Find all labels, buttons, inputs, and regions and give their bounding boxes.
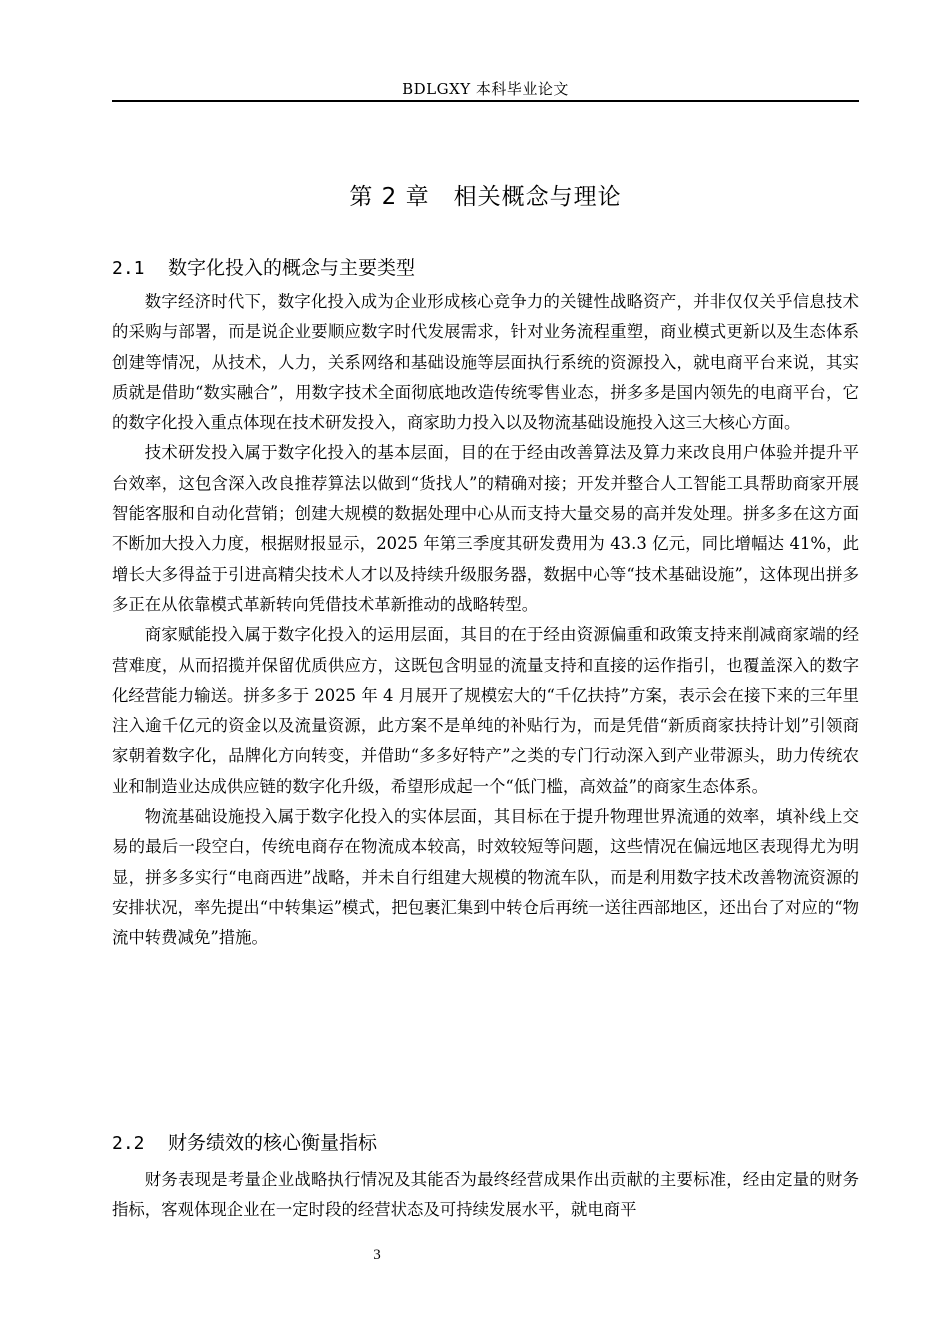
- header-rule: [112, 100, 859, 102]
- section-number: 2.2: [112, 1133, 145, 1154]
- section-title: 财务绩效的核心衡量指标: [168, 1132, 378, 1154]
- section-title: 数字化投入的概念与主要类型: [168, 257, 416, 279]
- paragraph: 技术研发投入属于数字化投入的基本层面，目的在于经由改善算法及算力来改良用户体验并提升平台效率，这包含深入改良推荐算法以做到“货找人”的精确对接；开发并整合人工智能工具帮助商家开展智能客服和自动化营销；创建大规模的数据处理中心从而支持大量交易的高并发处理。拼多多在这方面不断加大投入力度，根据财报显示，2025 年第三季度其研发费用为 43.3 亿元，同比增幅达 41%，此增长大多得益于引进高精尖技术人才以及持续升级服务器，数据中心等“技术基础设施”，这体现出拼多多正在从依靠模式革新转向凭借技术革新推动的战略转型。: [112, 443, 859, 614]
- section-number: 2.1: [112, 258, 145, 279]
- page-number: 3: [373, 1247, 381, 1263]
- paragraph: 物流基础设施投入属于数字化投入的实体层面，其目标在于提升物理世界流通的效率，填补线上交易的最后一段空白，传统电商存在物流成本较高，时效较短等问题，这些情况在偏远地区表现得尤为明显，拼多多实行“电商西进”战略，并未自行组建大规模的物流车队，而是利用数字技术改善物流资源的安排状况，率先提出“中转集运”模式，把包裹汇集到中转仓后再统一送往西部地区，还出台了对应的“物流中转费减免”措施。: [112, 807, 859, 948]
- section-heading-2-2: [112, 1128, 859, 1155]
- paragraph: 数字经济时代下，数字化投入成为企业形成核心竞争力的关键性战略资产，并非仅仅关乎信息技术的采购与部署，而是说企业要顺应数字时代发展需求，针对业务流程重塑，商业模式更新以及生态体系创建等情况，从技术，人力，关系网络和基础设施等层面执行系统的资源投入，就电商平台来说，其实质就是借助“数实融合”，用数字技术全面彻底地改造传统零售业态，拼多多是国内领先的电商平台，它的数字化投入重点体现在技术研发投入，商家助力投入以及物流基础设施投入这三大核心方面。: [112, 292, 859, 433]
- chapter-title: 第 2 章 相关概念与理论: [349, 184, 622, 210]
- paragraph: 商家赋能投入属于数字化投入的运用层面，其目的在于经由资源偏重和政策支持来削减商家端的经营难度，从而招揽并保留优质供应方，这既包含明显的流量支持和直接的运作指引，也覆盖深入的数字化经营能力输送。拼多多于 2025 年 4 月展开了规模宏大的“千亿扶持”方案，表示会在接下来的三年里注入逾千亿元的资金以及流量资源，此方案不是单纯的补贴行为，而是凭借“新质商家扶持计划”引领商家朝着数字化，品牌化方向转变，并借助“多多好特产”之类的专门行动深入到产业带源头，助力传统农业和制造业达成供应链的数字化升级，希望形成起一个“低门槛，高效益”的商家生态体系。: [112, 625, 859, 796]
- section-heading-2-1: [112, 253, 859, 280]
- section-2-1-body: [112, 287, 859, 954]
- section-2-2-body: [112, 1165, 859, 1226]
- paragraph: 财务表现是考量企业战略执行情况及其能否为最终经营成果作出贡献的主要标准，经由定量的财务指标，客观体现企业在一定时段的经营状态及可持续发展水平，就电商平: [112, 1170, 859, 1220]
- running-header: BDLGXY 本科毕业论文: [402, 80, 569, 98]
